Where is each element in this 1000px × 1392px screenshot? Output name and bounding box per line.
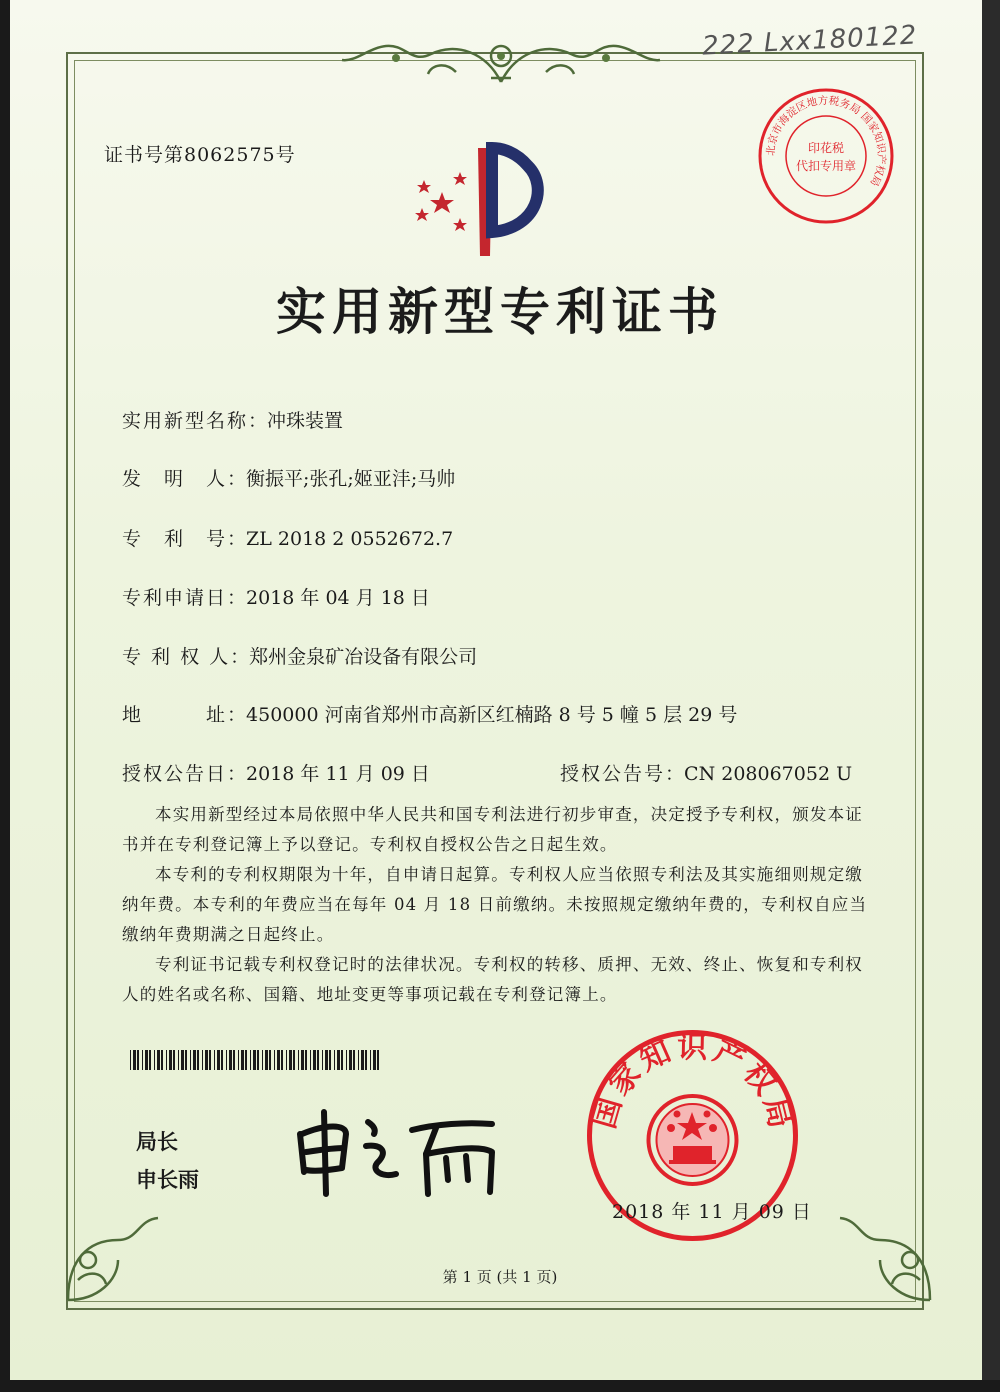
barcode-bar — [298, 1050, 299, 1070]
barcode-bar — [286, 1050, 287, 1070]
bottom-right-ornament — [830, 1200, 940, 1310]
barcode-bar — [202, 1050, 203, 1070]
barcode-bar — [133, 1050, 136, 1070]
field-label: 发 明 人 — [122, 468, 228, 490]
barcode-bar — [373, 1050, 376, 1070]
barcode — [130, 1050, 382, 1070]
barcode-bar — [130, 1050, 131, 1070]
field-inventor: 发 明 人：衡振平;张孔;姬亚沣;马帅 — [122, 464, 455, 491]
barcode-bar — [269, 1050, 271, 1070]
barcode-bar — [241, 1050, 244, 1070]
barcode-bar — [154, 1050, 155, 1070]
tax-stamp-seal — [756, 86, 896, 226]
field-filing-date: 专利申请日：2018 年 04 月 18 日 — [122, 583, 430, 610]
barcode-bar — [329, 1050, 331, 1070]
barcode-bar — [205, 1050, 208, 1070]
barcode-bar — [229, 1050, 232, 1070]
barcode-bar — [346, 1050, 347, 1070]
scan-edge-right — [982, 0, 1000, 1392]
barcode-bar — [161, 1050, 163, 1070]
handwritten-code: 222 Lxx180122 — [701, 20, 919, 62]
scan-edge-left — [0, 0, 10, 1392]
signature — [286, 1094, 506, 1204]
barcode-bar — [178, 1050, 179, 1070]
field-label: 地 址 — [122, 704, 228, 726]
barcode-bar — [257, 1050, 259, 1070]
tax-seal-ring-text: 北京市海淀区地方税务局 国家知识产权局 — [764, 94, 888, 188]
barcode-bar — [313, 1050, 316, 1070]
official-title: 局长 — [136, 1130, 178, 1154]
field-label: 实用新型名称 — [122, 410, 249, 432]
barcode-bar — [193, 1050, 196, 1070]
field-address: 地 址：450000 河南省郑州市高新区红楠路 8 号 5 幢 5 层 29 号 — [122, 700, 737, 727]
certificate-title: 实用新型专利证书 — [276, 283, 724, 341]
barcode-bar — [238, 1050, 239, 1070]
barcode-bar — [253, 1050, 256, 1070]
field-value: 2018 年 11 月 09 日 — [246, 763, 430, 785]
field-label: 授权公告号 — [560, 763, 666, 785]
barcode-bar — [245, 1050, 247, 1070]
body-text — [122, 800, 870, 1010]
barcode-bar — [274, 1050, 275, 1070]
barcode-bar — [317, 1050, 319, 1070]
barcode-bar — [334, 1050, 335, 1070]
barcode-bar — [337, 1050, 340, 1070]
patent-office-logo — [410, 128, 570, 258]
barcode-bar — [157, 1050, 160, 1070]
scan-edge-bottom — [0, 1380, 1000, 1392]
barcode-bar — [181, 1050, 184, 1070]
barcode-bar — [262, 1050, 263, 1070]
barcode-bar — [377, 1050, 379, 1070]
barcode-bar — [265, 1050, 268, 1070]
barcode-bar — [358, 1050, 359, 1070]
page-indicator: 第 1 页 (共 1 页) — [442, 1268, 558, 1286]
field-label: 专 利 权 人 — [122, 646, 231, 668]
barcode-bar — [361, 1050, 364, 1070]
barcode-bar — [293, 1050, 295, 1070]
field-label: 授权公告日 — [122, 763, 228, 785]
official-name: 申长雨 — [136, 1168, 199, 1192]
paragraph-term: 本专利的专利权期限为十年，自申请日起算。专利权人应当依照专利法及其实施细则规定缴纳年费。本专利的年费应当在每年 04 月 18 日前缴纳。未按照规定缴纳年费的，专利权自应当缴纳年费期满之日起终止。 — [122, 865, 868, 944]
certificate-number: 证书号第8062575号 — [104, 144, 296, 166]
field-value: 2018 年 04 月 18 日 — [246, 587, 430, 609]
tax-seal-center-1: 印花税 — [807, 141, 845, 155]
field-value: 郑州金泉矿冶设备有限公司 — [249, 646, 478, 668]
barcode-bar — [310, 1050, 311, 1070]
bottom-left-ornament — [58, 1200, 168, 1310]
field-value: 冲珠装置 — [267, 410, 344, 432]
field-label: 专 利 号 — [122, 528, 228, 550]
barcode-bar — [197, 1050, 199, 1070]
barcode-bar — [370, 1050, 371, 1070]
barcode-bar — [217, 1050, 220, 1070]
barcode-bar — [233, 1050, 235, 1070]
paragraph-grant: 本实用新型经过本局依照中华人民共和国专利法进行初步审查，决定授予专利权，颁发本证书并在专利登记簿上予以登记。专利权自授权公告之日起生效。 — [122, 805, 863, 854]
seal-ring-text: 国家知识产权局 — [586, 1030, 799, 1136]
barcode-bar — [365, 1050, 367, 1070]
barcode-bar — [149, 1050, 151, 1070]
barcode-bar — [142, 1050, 143, 1070]
field-patent-number: 专 利 号：ZL 2018 2 0552672.7 — [122, 524, 453, 551]
field-patentee: 专 利 权 人：郑州金泉矿冶设备有限公司 — [122, 642, 477, 669]
field-value: CN 208067052 U — [684, 763, 853, 785]
field-value: 衡振平;张孔;姬亚沣;马帅 — [246, 468, 456, 490]
barcode-bar — [281, 1050, 283, 1070]
barcode-bar — [289, 1050, 292, 1070]
field-value: ZL 2018 2 0552672.7 — [246, 528, 454, 550]
barcode-bar — [190, 1050, 191, 1070]
field-label: 专利申请日 — [122, 587, 228, 609]
barcode-bar — [301, 1050, 304, 1070]
barcode-bar — [322, 1050, 323, 1070]
barcode-bar — [209, 1050, 211, 1070]
barcode-bar — [277, 1050, 280, 1070]
seal-date: 2018 年 11 月 09 日 — [612, 1201, 812, 1223]
barcode-bar — [166, 1050, 167, 1070]
barcode-bar — [353, 1050, 355, 1070]
barcode-bar — [349, 1050, 352, 1070]
barcode-bar — [325, 1050, 328, 1070]
paragraph-legal-status: 专利证书记载专利权登记时的法律状况。专利权的转移、质押、无效、终止、恢复和专利权人的姓名或名称、国籍、地址变更等事项记载在专利登记簿上。 — [122, 955, 863, 1004]
barcode-bar — [214, 1050, 215, 1070]
barcode-bar — [137, 1050, 139, 1070]
barcode-bar — [145, 1050, 148, 1070]
barcode-bar — [250, 1050, 251, 1070]
barcode-bar — [226, 1050, 227, 1070]
top-ornament — [336, 32, 666, 88]
barcode-bar — [185, 1050, 187, 1070]
tax-seal-center-2: 代扣专用章 — [795, 159, 857, 173]
barcode-bar — [173, 1050, 175, 1070]
field-grant-date: 授权公告日：2018 年 11 月 09 日 — [122, 759, 430, 786]
barcode-bar — [169, 1050, 172, 1070]
barcode-bar — [305, 1050, 307, 1070]
field-utility-model-name: 实用新型名称：冲珠装置 — [122, 406, 343, 433]
field-grant-number: 授权公告号：CN 208067052 U — [560, 759, 852, 786]
field-value: 450000 河南省郑州市高新区红楠路 8 号 5 幢 5 层 29 号 — [246, 704, 738, 726]
barcode-bar — [221, 1050, 223, 1070]
barcode-bar — [341, 1050, 343, 1070]
